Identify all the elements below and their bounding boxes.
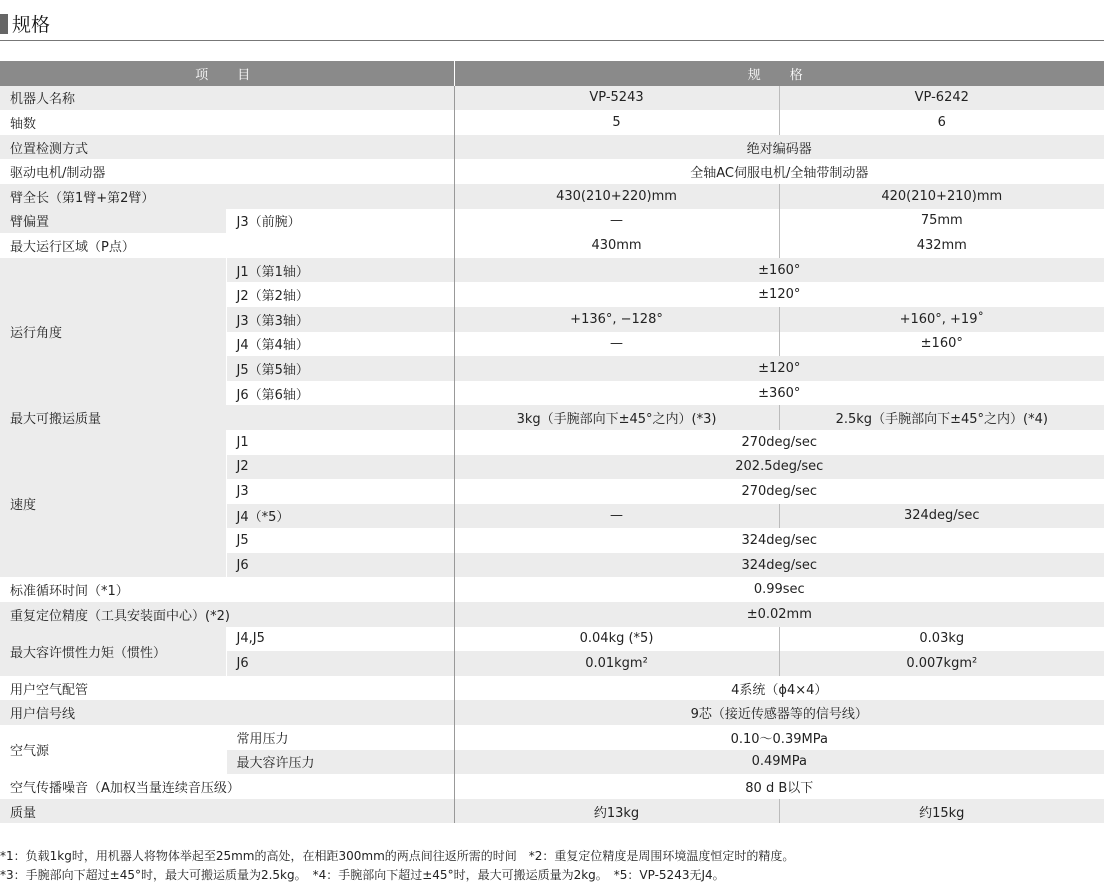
row-sublabel: J6（第6轴） xyxy=(226,381,454,406)
cell-b: VP-6242 xyxy=(779,86,1104,111)
cell-merged: 270deg/sec xyxy=(454,479,1104,504)
cell-merged: 4系统（ϕ4×4） xyxy=(454,676,1104,701)
cell-a: 约13kg xyxy=(454,799,779,824)
table-row xyxy=(0,725,1104,750)
row-label: 空气传播噪音（A加权当量连续音压级） xyxy=(0,774,454,799)
cell-a: 430mm xyxy=(454,233,779,258)
table-row xyxy=(0,602,1104,627)
row-label: 位置检测方式 xyxy=(0,135,454,160)
row-sublabel: J1（第1轴） xyxy=(226,258,454,283)
row-label: 空气源 xyxy=(0,725,226,774)
cell-merged: ±0.02mm xyxy=(454,602,1104,627)
row-label: 驱动电机/制动器 xyxy=(0,159,454,184)
row-label: 速度 xyxy=(0,430,226,578)
cell-merged: 0.10〜0.39MPa xyxy=(454,725,1104,750)
cell-b: ±160° xyxy=(779,332,1104,357)
cell-b: 432mm xyxy=(779,233,1104,258)
row-sublabel: J3（第3轴） xyxy=(226,307,454,332)
table-row xyxy=(0,159,1104,184)
row-label: 臂偏置 xyxy=(0,209,226,234)
footnote-line-2: *3：手腕部向下超过±45°时，最大可搬运质量为2.5kg。 *4：手腕部向下超过±45°时，最大可搬运质量为2kg。 *5：VP-5243无J4。 xyxy=(0,868,725,882)
row-sublabel: J4（第4轴） xyxy=(226,332,454,357)
cell-merged: 324deg/sec xyxy=(454,553,1104,578)
row-sublabel: J3（前腕） xyxy=(226,209,454,234)
cell-merged: 324deg/sec xyxy=(454,528,1104,553)
page-title: 规格 xyxy=(12,14,51,36)
row-sublabel: J6 xyxy=(226,553,454,578)
row-sublabel: 常用压力 xyxy=(226,725,454,750)
cell-b: 0.007kgm² xyxy=(779,651,1104,676)
row-sublabel: J5 xyxy=(226,528,454,553)
table-row xyxy=(0,405,1104,430)
row-label: 重复定位精度（工具安装面中心）(*2) xyxy=(0,602,454,627)
cell-merged: ±160° xyxy=(454,258,1104,283)
cell-b: 324deg/sec xyxy=(779,504,1104,529)
row-sublabel: J5（第5轴） xyxy=(226,356,454,381)
row-label: 运行角度 xyxy=(0,258,226,406)
row-label: 最大运行区域（P点） xyxy=(0,233,454,258)
row-sublabel: J4,J5 xyxy=(226,627,454,652)
cell-a: 5 xyxy=(454,110,779,135)
title-divider xyxy=(0,40,1104,41)
table-row xyxy=(0,774,1104,799)
cell-b: 0.03kg xyxy=(779,627,1104,652)
table-row xyxy=(0,258,1104,283)
row-label: 用户信号线 xyxy=(0,700,454,725)
table-row xyxy=(0,209,1104,234)
row-label: 机器人名称 xyxy=(0,86,454,111)
header-item: 项 目 xyxy=(0,61,454,86)
cell-a: VP-5243 xyxy=(454,86,779,111)
row-sublabel: J4（*5） xyxy=(226,504,454,529)
table-row xyxy=(0,86,1104,111)
cell-a: 0.04kg (*5) xyxy=(454,627,779,652)
table-row xyxy=(0,627,1104,652)
row-sublabel: J1 xyxy=(226,430,454,455)
spec-table xyxy=(0,61,1104,823)
cell-merged: 270deg/sec xyxy=(454,430,1104,455)
cell-b: 6 xyxy=(779,110,1104,135)
cell-merged: ±120° xyxy=(454,282,1104,307)
cell-b: 75mm xyxy=(779,209,1104,234)
cell-b: 2.5kg（手腕部向下±45°之内）(*4) xyxy=(779,405,1104,430)
footnotes xyxy=(0,847,1104,885)
table-row xyxy=(0,577,1104,602)
cell-b: 420(210+210)mm xyxy=(779,184,1104,209)
cell-merged: 9芯（接近传感器等的信号线） xyxy=(454,700,1104,725)
table-row xyxy=(0,184,1104,209)
row-sublabel: J6 xyxy=(226,651,454,676)
cell-merged: 202.5deg/sec xyxy=(454,455,1104,480)
row-sublabel: J2 xyxy=(226,455,454,480)
table-row xyxy=(0,233,1104,258)
cell-merged: 80 d B以下 xyxy=(454,774,1104,799)
footnote-line-1: *1：负载1kg时，用机器人将物体举起至25mm的高处，在相距300mm的两点间往返所需的时间 *2：重复定位精度是周围环境温度恒定时的精度。 xyxy=(0,849,795,863)
row-label: 质量 xyxy=(0,799,454,824)
row-label: 标准循环时间（*1） xyxy=(0,577,454,602)
cell-a: — xyxy=(454,332,779,357)
table-row xyxy=(0,799,1104,824)
cell-a: 0.01kgm² xyxy=(454,651,779,676)
cell-merged: ±120° xyxy=(454,356,1104,381)
table-row xyxy=(0,700,1104,725)
title-marker xyxy=(0,14,8,34)
row-label: 最大可搬运质量 xyxy=(0,405,454,430)
row-label: 用户空气配管 xyxy=(0,676,454,701)
cell-a: — xyxy=(454,504,779,529)
table-row xyxy=(0,430,1104,455)
row-sublabel: J3 xyxy=(226,479,454,504)
table-row xyxy=(0,110,1104,135)
section-title xyxy=(0,8,1104,38)
cell-a: 430(210+220)mm xyxy=(454,184,779,209)
cell-merged: 0.99sec xyxy=(454,577,1104,602)
cell-b: 约15kg xyxy=(779,799,1104,824)
header-spec: 规 格 xyxy=(454,61,1104,86)
cell-merged: ±360° xyxy=(454,381,1104,406)
row-label: 最大容许惯性力矩（惯性） xyxy=(0,627,226,676)
cell-merged: 绝对编码器 xyxy=(454,135,1104,160)
row-label: 臂全长（第1臂+第2臂） xyxy=(0,184,454,209)
table-row xyxy=(0,135,1104,160)
cell-b: +160°, +19˚ xyxy=(779,307,1104,332)
row-label: 轴数 xyxy=(0,110,454,135)
row-sublabel: 最大容许压力 xyxy=(226,750,454,775)
cell-a: — xyxy=(454,209,779,234)
cell-a: 3kg（手腕部向下±45°之内）(*3) xyxy=(454,405,779,430)
table-row xyxy=(0,676,1104,701)
row-sublabel: J2（第2轴） xyxy=(226,282,454,307)
cell-a: +136°, −128° xyxy=(454,307,779,332)
cell-merged: 0.49MPa xyxy=(454,750,1104,775)
cell-merged: 全轴AC伺服电机/全轴带制动器 xyxy=(454,159,1104,184)
table-header xyxy=(0,61,1104,86)
